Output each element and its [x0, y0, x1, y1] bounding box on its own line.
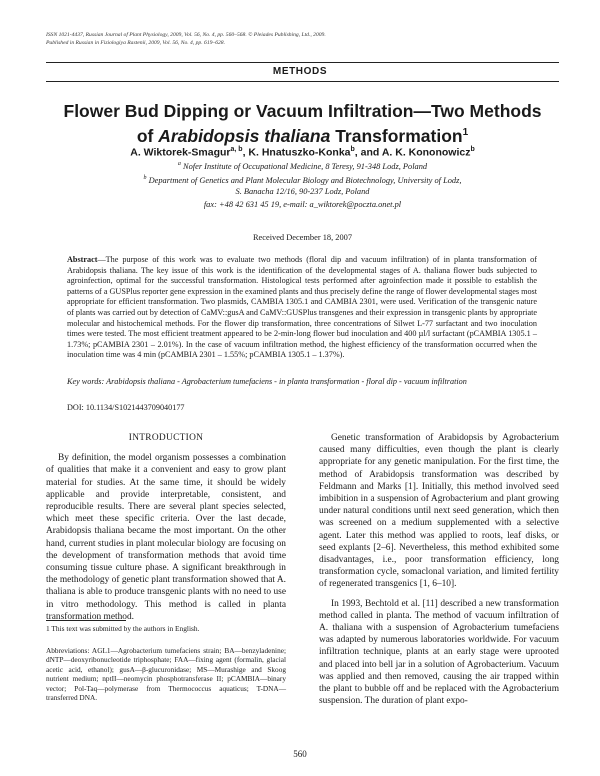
intro-paragraph-1: By definition, the model organism possesses a combination of qualities that make it a convenient and easy to grow plant material for studies. At the same time, it should be widely applicable and provide interpretable, consistent, and reproducible results. There are several plant species selected, which meet these specific criteria. Over the last decade, Arabidopsis thaliana became the most important. On the other hand, current studies in plant molecular biology are focusing on the development of transformation methods that avoid time consuming tissue culture phase. A significant breakthrough in the methodology of genetic plant transformation showed that A. thaliana is able to produce transgenic plants with no need to use in vitro methodology. This method is called in planta transformation method.: [46, 453, 286, 622]
title-line-1: Flower Bud Dipping or Vacuum Infiltration—Two Methods: [63, 101, 542, 121]
affiliation-a: $^a$ Nofer Institute of Occupational Medicine, 8 Teresy, 91-348 Lodz, Poland: [177, 161, 428, 171]
left-column: [46, 432, 286, 630]
right-paragraph-1: Genetic transformation of Arabidopsis by Agrobacterium caused many difficulties, even though the plant is clearly appropriate for any genetic manipulation. For the first time, the method of Arabidopsis transformation was described by Feldmann and Marks [1]. Initially, this method involved seed imbibition in a suspension of Agrobacterium and plant growing under natural conditions until next seed generation, which then was screened on a medium supplemented with a selective agent. Later this method was applied to roots, leaf disks, or seed explants [2–6]. Nevertheless, this method exhibited some disadvantages, i.e., poor transformation efficiency, long transformation cycle, somaclonal variation, and limited fertility of regenerated transgenics [1, 6–10].: [319, 433, 559, 590]
author-2: K. Hnatuszko-Konka: [248, 146, 351, 159]
section-rule-bottom: [46, 81, 559, 82]
page-number: 560: [293, 749, 307, 759]
authors-line: A. Wiktorek-Smagur$^{a, b}$, K. Hnatuszko-Konka$^b$, and A. K. Kononowicz$^b$: [130, 146, 475, 159]
abbreviations: Abbreviations: AGL1—Agrobacterium tumefaciens strain; BA—benzyladenine; dNTP—deoxyribonucleotide triphosphate; FAA—fixing agent (formalin, glacial acetic acid, ethanol); gusA—β-glucuronidase; MS—Murashige and Skoog nutrient medium; nptII—neomycin phosphotransferase II; pCAMBIA—binary vector; Pol-Taq—polymerase from Thermococcus aquaticus; T-DNA—transferred DNA.: [46, 646, 286, 703]
received-date: Received December 18, 2007: [252, 233, 353, 242]
abstract-label: Abstract: [67, 255, 98, 264]
section-rule-top: [46, 62, 559, 63]
abstract: [67, 255, 537, 361]
contact-line: fax: +48 42 631 45 19, e-mail: a_wiktorek@poczta.onet.pl: [203, 200, 402, 209]
introduction-heading: INTRODUCTION: [128, 433, 204, 443]
author-1: A. Wiktorek-Smagur: [130, 146, 231, 159]
keywords: Key words: Arabidopsis thaliana - Agrobacterium tumefaciens - in planta transformation - floral dip - vacuum infiltration: [67, 377, 467, 386]
article-title: [46, 101, 559, 147]
right-column: [319, 432, 559, 714]
section-label: METHODS: [272, 66, 328, 77]
right-paragraph-2: In 1993, Bechtold et al. [11] described a new transformation method called in planta. The method of vacuum infiltration of A. thaliana with a suspension of Agrobacterium tumefaciens was adapted by numerous laboratories worldwide. For vacuum infiltration technique, plants at an early stage were uprooted and placed into bell jar in a solution of Agrobacterium. Vacuum was applied and then removed, causing the air trapped within the plant to bubble off and be replaced with the Agrobacterium suspension. The duration of plant expo-: [319, 598, 559, 707]
author-3: A. K. Kononowicz: [381, 146, 471, 159]
footnote-rule: [46, 620, 126, 621]
title-line-2: of Arabidopsis thaliana Transformation$^1$: [136, 125, 469, 146]
abstract-text: —The purpose of this work was to evaluate two methods (floral dip and vacuum infiltration) of in planta transformation of Arabidopsis thaliana. The key issue of this work is the identification of the developmental stages of A. thaliana flower buds subjected to agroinfection, optimal for the successful transformation. Histological tests performed after agroinfection made it possible to establish the patterns of a GUSPlus reporter gene expression in the examined plants and thus precisely define the range of flower developmental stages most appropriate for efficient transformation. Two plasmids, CAMBIA 1305.1 and CAMBIA 2301, were used. Verification of the transgenic nature of plants was carried out by detection of CaMV::gusA and CaMV::GUSPlus transgenes and their expression in transgenic plants by appropriate molecular and histochemical methods. For the flower dip transformation, three concentrations of Silwet L-77 surfactant and two inoculation times were tested. The most efficient treatment appeared to be 2-min-long flower bud inoculation and 400 µl/l surfactant (pCAMBIA 1305.1 – 1.73%; pCAMBIA 2301 – 2.01%). In the case of vacuum infiltration method, the highest efficiency of the transformation occurred when the inoculation time was 4 min (pCAMBIA 2301 – 1.55%; pCAMBIA 1305.1 – 1.37%).: [67, 255, 537, 360]
footnote: 1 This text was submitted by the authors in English.: [46, 624, 200, 633]
journal-header-line-2: Published in Russian in Fiziologiya Rastenii, 2009, Vol. 56, No. 4, pp. 619–628.: [46, 40, 225, 46]
affiliation-b: $^b$ Department of Genetics and Plant Molecular Biology and Biotechnology, University of Lodz, S. Banacha 12/16, 90-237 Lodz, Poland: [143, 175, 462, 196]
doi: DOI: 10.1134/S1021443709040177: [67, 403, 185, 412]
journal-header: [46, 31, 566, 47]
journal-header-line-1: ISSN 1021-4437, Russian Journal of Plant Physiology, 2009, Vol. 56, No. 4, pp. 560–568. © Pleiades Publishing, Ltd., 2009.: [46, 32, 326, 38]
